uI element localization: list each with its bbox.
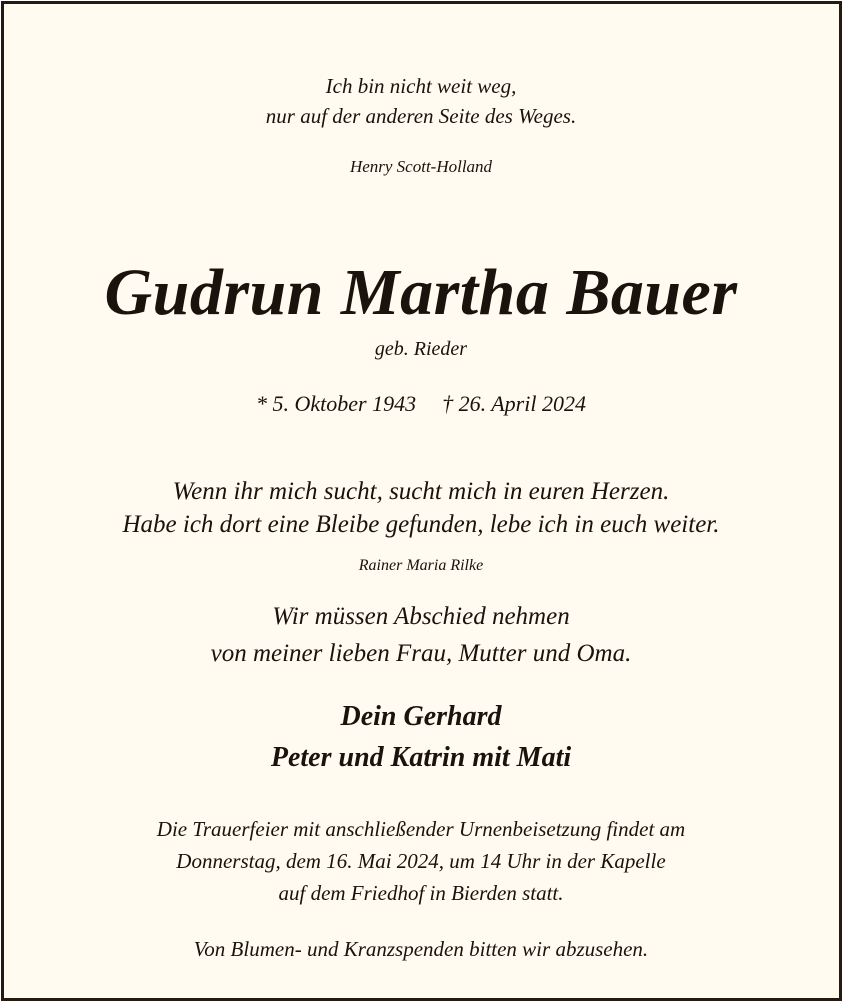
opening-quote-author: Henry Scott-Holland bbox=[349, 157, 493, 176]
opening-quote-line-1: Ich bin nicht weit weg, bbox=[325, 74, 517, 98]
birth-date: * 5. Oktober 1943 bbox=[256, 391, 417, 416]
second-quote-author: Rainer Maria Rilke bbox=[358, 557, 484, 574]
second-quote-line-2: Habe ich dort eine Bleibe gefunden, lebe ich in euch weiter. bbox=[122, 511, 720, 538]
service-line-1: Die Trauerfeier mit anschließender Urnenbeisetzung findet am bbox=[156, 817, 686, 841]
service-line-3: auf dem Friedhof in Bierden statt. bbox=[278, 881, 564, 905]
farewell-line-2: von meiner lieben Frau, Mutter und Oma. bbox=[210, 640, 632, 667]
birth-name: geb. Rieder bbox=[374, 338, 468, 360]
mourner-line-1: Dein Gerhard bbox=[340, 701, 502, 732]
service-line-2: Donnerstag, dem 16. Mai 2024, um 14 Uhr in der Kapelle bbox=[176, 849, 666, 873]
farewell-line-1: Wir müssen Abschied nehmen bbox=[272, 603, 570, 630]
death-date: † 26. April 2024 bbox=[442, 391, 586, 416]
life-dates bbox=[0, 391, 842, 417]
mourner-line-2: Peter und Katrin mit Mati bbox=[270, 742, 572, 773]
second-quote-line-1: Wenn ihr mich sucht, sucht mich in euren Herzen. bbox=[172, 478, 670, 505]
closing-note: Von Blumen- und Kranzspenden bitten wir abzusehen. bbox=[193, 937, 649, 961]
opening-quote-line-2: nur auf der anderen Seite des Weges. bbox=[265, 104, 577, 128]
deceased-name: Gudrun Martha Bauer bbox=[104, 256, 738, 329]
